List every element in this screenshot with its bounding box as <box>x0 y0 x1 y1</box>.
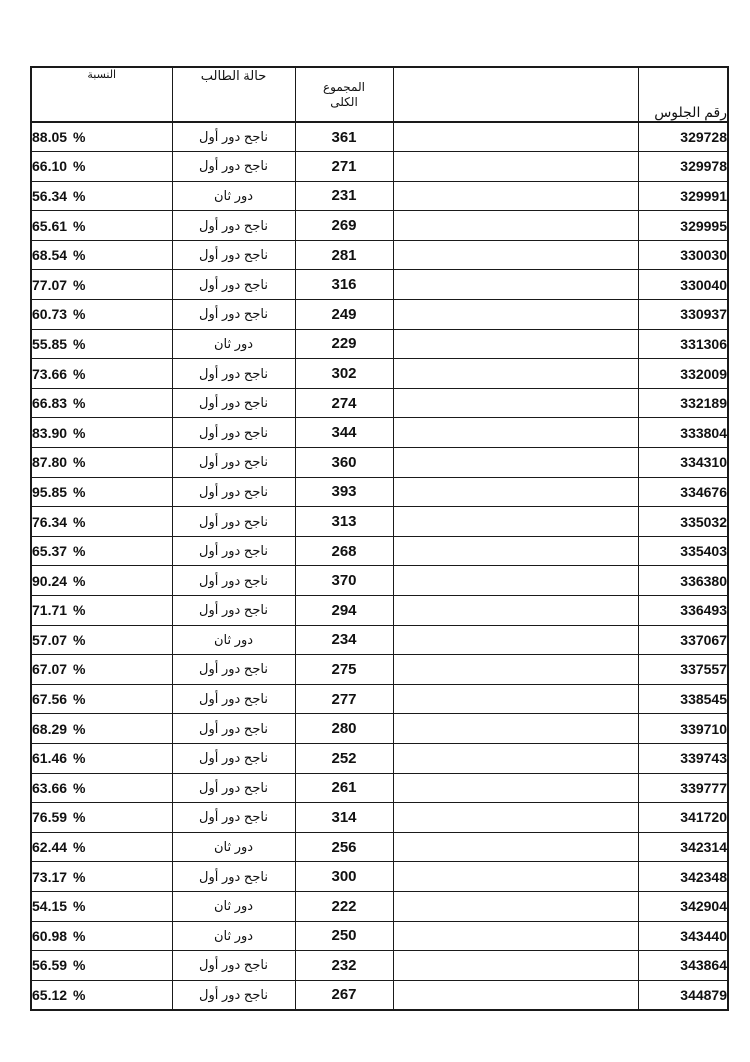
percentage-value: 73.17 <box>32 868 68 885</box>
name-cell <box>393 329 638 359</box>
percent-sign: % <box>72 631 86 648</box>
total-cell: 281 <box>295 240 393 270</box>
table-row <box>31 773 728 803</box>
seat-number-cell: 333804 <box>638 418 728 448</box>
status-cell: دور ثان <box>172 891 295 921</box>
status-cell: ناجح دور أول <box>172 862 295 892</box>
percentage-cell <box>31 714 172 744</box>
seat-number-cell: 337067 <box>638 625 728 655</box>
total-cell: 314 <box>295 803 393 833</box>
status-cell: ناجح دور أول <box>172 803 295 833</box>
total-cell: 229 <box>295 329 393 359</box>
percent-sign: % <box>72 513 86 530</box>
name-cell <box>393 803 638 833</box>
total-cell: 316 <box>295 270 393 300</box>
table-row <box>31 507 728 537</box>
status-cell: ناجح دور أول <box>172 240 295 270</box>
percentage-value: 65.61 <box>32 217 68 234</box>
percentage-value: 68.29 <box>32 720 68 737</box>
total-cell: 271 <box>295 152 393 182</box>
percentage-cell <box>31 536 172 566</box>
name-cell <box>393 951 638 981</box>
table-row <box>31 122 728 152</box>
percent-sign: % <box>72 365 86 382</box>
total-cell: 277 <box>295 684 393 714</box>
percentage-value: 54.15 <box>32 898 68 915</box>
seat-number-cell: 344879 <box>638 980 728 1010</box>
seat-number-cell: 342904 <box>638 891 728 921</box>
table-row <box>31 448 728 478</box>
table-row <box>31 596 728 626</box>
name-cell <box>393 625 638 655</box>
percentage-cell <box>31 951 172 981</box>
percentage-value: 65.37 <box>32 543 68 560</box>
total-cell: 231 <box>295 181 393 211</box>
table-row <box>31 418 728 448</box>
percentage-cell <box>31 773 172 803</box>
name-cell <box>393 684 638 714</box>
percent-sign: % <box>72 483 86 500</box>
seat-number-cell: 334310 <box>638 448 728 478</box>
table-header <box>31 67 728 122</box>
name-cell <box>393 921 638 951</box>
status-cell: ناجح دور أول <box>172 507 295 537</box>
seat-number-cell: 337557 <box>638 655 728 685</box>
name-cell <box>393 536 638 566</box>
status-cell: ناجح دور أول <box>172 300 295 330</box>
percentage-cell <box>31 300 172 330</box>
percent-sign: % <box>72 335 86 352</box>
percent-sign: % <box>72 187 86 204</box>
status-cell: ناجح دور أول <box>172 566 295 596</box>
status-cell: ناجح دور أول <box>172 655 295 685</box>
seat-number-cell: 329728 <box>638 122 728 152</box>
total-cell: 313 <box>295 507 393 537</box>
table-row <box>31 181 728 211</box>
header-name <box>393 67 638 122</box>
percent-sign: % <box>72 661 86 678</box>
status-cell: ناجح دور أول <box>172 448 295 478</box>
total-cell: 280 <box>295 714 393 744</box>
status-cell: ناجح دور أول <box>172 270 295 300</box>
total-cell: 370 <box>295 566 393 596</box>
name-cell <box>393 122 638 152</box>
total-cell: 269 <box>295 211 393 241</box>
percent-sign: % <box>72 957 86 974</box>
status-cell: ناجح دور أول <box>172 980 295 1010</box>
seat-number-cell: 330030 <box>638 240 728 270</box>
name-cell <box>393 477 638 507</box>
percentage-cell <box>31 181 172 211</box>
name-cell <box>393 300 638 330</box>
percentage-value: 62.44 <box>32 839 68 856</box>
name-cell <box>393 211 638 241</box>
percent-sign: % <box>72 306 86 323</box>
status-cell: ناجح دور أول <box>172 418 295 448</box>
seat-number-cell: 343864 <box>638 951 728 981</box>
status-cell: ناجح دور أول <box>172 359 295 389</box>
total-cell: 300 <box>295 862 393 892</box>
header-total-line2: الكلى <box>330 94 358 109</box>
name-cell <box>393 862 638 892</box>
percentage-cell <box>31 921 172 951</box>
percent-sign: % <box>72 129 86 146</box>
percentage-cell <box>31 832 172 862</box>
percentage-cell <box>31 596 172 626</box>
percentage-value: 77.07 <box>32 276 68 293</box>
table-row <box>31 655 728 685</box>
percentage-cell <box>31 152 172 182</box>
name-cell <box>393 832 638 862</box>
table-body <box>31 122 728 1010</box>
results-table <box>30 66 729 1011</box>
name-cell <box>393 181 638 211</box>
name-cell <box>393 743 638 773</box>
percent-sign: % <box>72 217 86 234</box>
seat-number-cell: 339743 <box>638 743 728 773</box>
total-cell: 234 <box>295 625 393 655</box>
percentage-cell <box>31 240 172 270</box>
table-row <box>31 862 728 892</box>
total-cell: 249 <box>295 300 393 330</box>
seat-number-cell: 329978 <box>638 152 728 182</box>
seat-number-cell: 330937 <box>638 300 728 330</box>
seat-number-cell: 343440 <box>638 921 728 951</box>
status-cell: ناجح دور أول <box>172 743 295 773</box>
percent-sign: % <box>72 572 86 589</box>
percentage-value: 76.34 <box>32 513 68 530</box>
percent-sign: % <box>72 454 86 471</box>
total-cell: 222 <box>295 891 393 921</box>
percentage-value: 83.90 <box>32 424 68 441</box>
table-row <box>31 803 728 833</box>
header-row <box>31 67 728 122</box>
table-row <box>31 536 728 566</box>
table-row <box>31 388 728 418</box>
percent-sign: % <box>72 839 86 856</box>
percent-sign: % <box>72 898 86 915</box>
percentage-cell <box>31 211 172 241</box>
table-row <box>31 921 728 951</box>
status-cell: دور ثان <box>172 625 295 655</box>
status-cell: ناجح دور أول <box>172 211 295 241</box>
percentage-cell <box>31 655 172 685</box>
percentage-value: 63.66 <box>32 779 68 796</box>
total-cell: 294 <box>295 596 393 626</box>
name-cell <box>393 240 638 270</box>
seat-number-cell: 339710 <box>638 714 728 744</box>
table-row <box>31 684 728 714</box>
status-cell: ناجح دور أول <box>172 122 295 152</box>
name-cell <box>393 714 638 744</box>
percent-sign: % <box>72 868 86 885</box>
percentage-cell <box>31 122 172 152</box>
status-cell: دور ثان <box>172 921 295 951</box>
seat-number-cell: 341720 <box>638 803 728 833</box>
name-cell <box>393 359 638 389</box>
percentage-value: 65.12 <box>32 986 68 1003</box>
status-cell: ناجح دور أول <box>172 477 295 507</box>
header-seat-number: رقم الجلوس <box>638 67 728 122</box>
percentage-value: 57.07 <box>32 631 68 648</box>
total-cell: 361 <box>295 122 393 152</box>
percent-sign: % <box>72 424 86 441</box>
total-cell: 302 <box>295 359 393 389</box>
percentage-cell <box>31 329 172 359</box>
table-row <box>31 300 728 330</box>
name-cell <box>393 566 638 596</box>
status-cell: ناجح دور أول <box>172 951 295 981</box>
percent-sign: % <box>72 543 86 560</box>
percentage-value: 56.59 <box>32 957 68 974</box>
percentage-value: 67.56 <box>32 691 68 708</box>
percentage-cell <box>31 448 172 478</box>
table-row <box>31 566 728 596</box>
percentage-cell <box>31 684 172 714</box>
total-cell: 275 <box>295 655 393 685</box>
table-row <box>31 211 728 241</box>
percentage-cell <box>31 477 172 507</box>
header-status: حالة الطالب <box>172 67 295 122</box>
total-cell: 360 <box>295 448 393 478</box>
percentage-value: 88.05 <box>32 129 68 146</box>
status-cell: دور ثان <box>172 181 295 211</box>
percentage-cell <box>31 891 172 921</box>
total-cell: 267 <box>295 980 393 1010</box>
percent-sign: % <box>72 720 86 737</box>
percent-sign: % <box>72 247 86 264</box>
percentage-cell <box>31 625 172 655</box>
status-cell: ناجح دور أول <box>172 684 295 714</box>
percentage-value: 95.85 <box>32 483 68 500</box>
seat-number-cell: 334676 <box>638 477 728 507</box>
percent-sign: % <box>72 809 86 826</box>
status-cell: ناجح دور أول <box>172 714 295 744</box>
seat-number-cell: 335032 <box>638 507 728 537</box>
table-row <box>31 270 728 300</box>
name-cell <box>393 980 638 1010</box>
percentage-value: 68.54 <box>32 247 68 264</box>
table-row <box>31 832 728 862</box>
total-cell: 393 <box>295 477 393 507</box>
table-row <box>31 743 728 773</box>
percent-sign: % <box>72 779 86 796</box>
results-sheet <box>30 66 727 1011</box>
percentage-cell <box>31 803 172 833</box>
table-row <box>31 951 728 981</box>
percent-sign: % <box>72 927 86 944</box>
percentage-cell <box>31 566 172 596</box>
percentage-value: 56.34 <box>32 187 68 204</box>
percent-sign: % <box>72 986 86 1003</box>
name-cell <box>393 507 638 537</box>
percentage-value: 66.10 <box>32 158 68 175</box>
table-row <box>31 329 728 359</box>
status-cell: ناجح دور أول <box>172 773 295 803</box>
status-cell: ناجح دور أول <box>172 596 295 626</box>
total-cell: 252 <box>295 743 393 773</box>
percentage-value: 90.24 <box>32 572 68 589</box>
seat-number-cell: 338545 <box>638 684 728 714</box>
seat-number-cell: 330040 <box>638 270 728 300</box>
percent-sign: % <box>72 691 86 708</box>
name-cell <box>393 596 638 626</box>
status-cell: دور ثان <box>172 329 295 359</box>
table-row <box>31 980 728 1010</box>
table-row <box>31 891 728 921</box>
seat-number-cell: 329995 <box>638 211 728 241</box>
percentage-cell <box>31 862 172 892</box>
percentage-value: 71.71 <box>32 602 68 619</box>
name-cell <box>393 773 638 803</box>
percent-sign: % <box>72 158 86 175</box>
total-cell: 268 <box>295 536 393 566</box>
percent-sign: % <box>72 602 86 619</box>
percentage-cell <box>31 359 172 389</box>
percent-sign: % <box>72 276 86 293</box>
percentage-value: 73.66 <box>32 365 68 382</box>
seat-number-cell: 342348 <box>638 862 728 892</box>
total-cell: 232 <box>295 951 393 981</box>
seat-number-cell: 336380 <box>638 566 728 596</box>
name-cell <box>393 655 638 685</box>
percentage-cell <box>31 388 172 418</box>
total-cell: 256 <box>295 832 393 862</box>
total-cell: 344 <box>295 418 393 448</box>
name-cell <box>393 152 638 182</box>
percent-sign: % <box>72 395 86 412</box>
name-cell <box>393 448 638 478</box>
status-cell: ناجح دور أول <box>172 152 295 182</box>
total-cell: 261 <box>295 773 393 803</box>
header-total-line1: المجموع <box>323 79 365 94</box>
table-row <box>31 625 728 655</box>
percentage-value: 60.73 <box>32 306 68 323</box>
name-cell <box>393 270 638 300</box>
percentage-cell <box>31 743 172 773</box>
percentage-value: 87.80 <box>32 454 68 471</box>
total-cell: 274 <box>295 388 393 418</box>
seat-number-cell: 339777 <box>638 773 728 803</box>
table-row <box>31 714 728 744</box>
percentage-cell <box>31 270 172 300</box>
percentage-value: 67.07 <box>32 661 68 678</box>
status-cell: ناجح دور أول <box>172 388 295 418</box>
name-cell <box>393 388 638 418</box>
percentage-value: 60.98 <box>32 927 68 944</box>
table-row <box>31 240 728 270</box>
percent-sign: % <box>72 750 86 767</box>
seat-number-cell: 332009 <box>638 359 728 389</box>
seat-number-cell: 331306 <box>638 329 728 359</box>
seat-number-cell: 329991 <box>638 181 728 211</box>
percentage-cell <box>31 418 172 448</box>
seat-number-cell: 342314 <box>638 832 728 862</box>
percentage-value: 55.85 <box>32 335 68 352</box>
percentage-value: 76.59 <box>32 809 68 826</box>
table-row <box>31 152 728 182</box>
seat-number-cell: 335403 <box>638 536 728 566</box>
percentage-value: 61.46 <box>32 750 68 767</box>
percentage-value: 66.83 <box>32 395 68 412</box>
status-cell: ناجح دور أول <box>172 536 295 566</box>
percentage-cell <box>31 507 172 537</box>
name-cell <box>393 891 638 921</box>
seat-number-cell: 332189 <box>638 388 728 418</box>
header-total <box>295 67 393 122</box>
seat-number-cell: 336493 <box>638 596 728 626</box>
percentage-cell <box>31 980 172 1010</box>
table-row <box>31 359 728 389</box>
total-cell: 250 <box>295 921 393 951</box>
table-row <box>31 477 728 507</box>
status-cell: دور ثان <box>172 832 295 862</box>
header-percentage: النسبة <box>31 67 172 122</box>
name-cell <box>393 418 638 448</box>
